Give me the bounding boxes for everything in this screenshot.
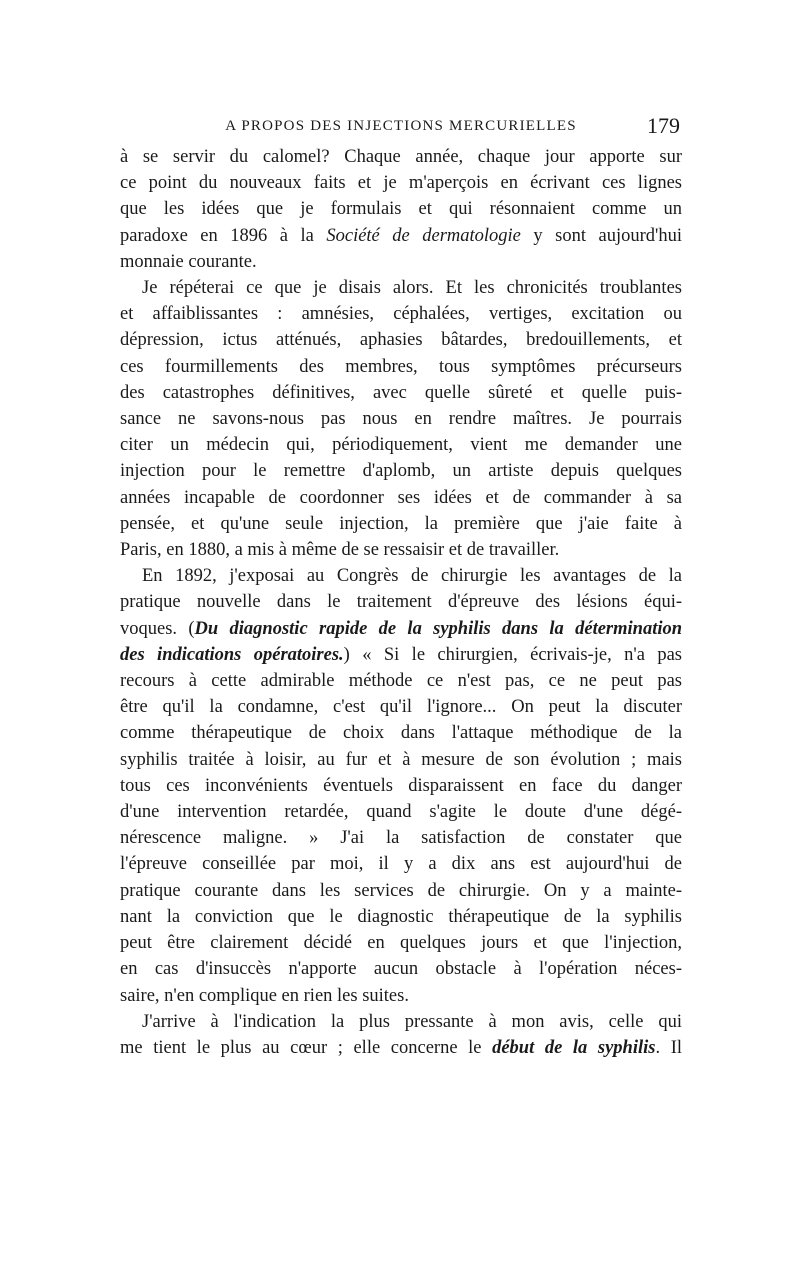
text-line: injection pour le remettre d'aplomb, un artiste depuis quelques xyxy=(120,461,682,482)
text-line: années incapable de coordonner ses idées et de commander à sa xyxy=(120,487,682,508)
text-line: recours à cette admirable méthode ce n'est pas, ce ne peut pas xyxy=(120,671,682,692)
text-line: En 1892, j'exposai au Congrès de chirurgie les avantages de la xyxy=(142,566,682,587)
text-line: ce point du nouveaux faits et je m'aperçois en écrivant ces lignes xyxy=(120,173,682,194)
text-line: Paris, en 1880, a mis à même de se ressaisir et de travailler. xyxy=(120,540,560,561)
running-head xyxy=(120,110,682,140)
text-line: d'une intervention retardée, quand s'agite le doute d'une dégé- xyxy=(120,802,682,823)
text-line: saire, n'en complique en rien les suites. xyxy=(120,985,409,1006)
italic-work-title: Du diagnostic rapide de la syphilis dans la détermination xyxy=(194,618,683,639)
paragraph-1 xyxy=(120,144,682,275)
text-line: paradoxe en 1896 à la Société de dermatologie y sont aujourd'hui xyxy=(120,225,682,246)
text-line: pensée, et qu'une seule injection, la première que j'aie faite à xyxy=(120,513,682,534)
paragraph-4 xyxy=(120,1009,682,1061)
italic-society-name: Société de dermatologie xyxy=(326,225,521,246)
text-line: à se servir du calomel? Chaque année, chaque jour apporte sur xyxy=(120,147,682,167)
text-line: que les idées que je formulais et qui résonnaient comme un xyxy=(120,199,682,220)
text-line: l'épreuve conseillée par moi, il y a dix ans est aujourd'hui de xyxy=(120,854,682,875)
text-line: syphilis traitée à loisir, au fur et à mesure de son évolution ; mais xyxy=(120,749,682,770)
page-number: 179 xyxy=(647,113,680,138)
text-line: des catastrophes définitives, avec quelle sûreté et quelle puis- xyxy=(120,382,682,403)
text-line: ces fourmillements des membres, tous symptômes précurseurs xyxy=(120,356,682,377)
text-line: pratique courante dans les services de chirurgie. On y a mainte- xyxy=(120,880,682,901)
paragraph-3 xyxy=(120,563,682,1008)
text-line: comme thérapeutique de choix dans l'attaque méthodique de la xyxy=(120,723,682,744)
text-line: voques. (Du diagnostic rapide de la syphilis dans la détermination xyxy=(120,618,683,639)
text-line: peut être clairement décidé en quelques jours et que l'injection, xyxy=(120,933,682,954)
text-line: sance ne savons-nous pas nous en rendre maîtres. Je pourrais xyxy=(120,409,682,430)
text-line: me tient le plus au cœur ; elle concerne le début de la syphilis. Il xyxy=(120,1037,682,1058)
italic-work-title-cont: des indications opératoires. xyxy=(120,644,344,665)
text-line: tous ces inconvénients éventuels disparaissent en face du danger xyxy=(120,775,682,796)
book-page xyxy=(120,110,682,1061)
running-title: A PROPOS DES INJECTIONS MERCURIELLES xyxy=(225,118,577,134)
text-line: nérescence maligne. » J'ai la satisfaction de constater que xyxy=(120,828,682,849)
text-line: et affaiblissantes : amnésies, céphalées, vertiges, excitation ou xyxy=(120,304,682,325)
text-line: nant la conviction que le diagnostic thérapeutique de la syphilis xyxy=(120,906,682,927)
text-line: Je répéterai ce que je disais alors. Et les chronicités troublantes xyxy=(142,278,682,299)
text-line: citer un médecin qui, périodiquement, vient me demander une xyxy=(120,435,682,456)
italic-emphasis: début de la syphilis xyxy=(492,1037,656,1058)
text-line: dépression, ictus atténués, aphasies bâtardes, bredouillements, et xyxy=(120,330,682,351)
text-line: J'arrive à l'indication la plus pressante à mon avis, celle qui xyxy=(142,1011,682,1032)
text-line: en cas d'insuccès n'apporte aucun obstacle à l'opération néces- xyxy=(120,959,682,980)
text-line: monnaie courante. xyxy=(120,251,257,272)
text-line: des indications opératoires.) « Si le chirurgien, écrivais-je, n'a pas xyxy=(120,644,683,665)
paragraph-2 xyxy=(120,275,682,563)
text-line: pratique nouvelle dans le traitement d'épreuve des lésions équi- xyxy=(120,592,682,613)
text-line: être qu'il la condamne, c'est qu'il l'ignore... On peut la discuter xyxy=(120,697,682,718)
